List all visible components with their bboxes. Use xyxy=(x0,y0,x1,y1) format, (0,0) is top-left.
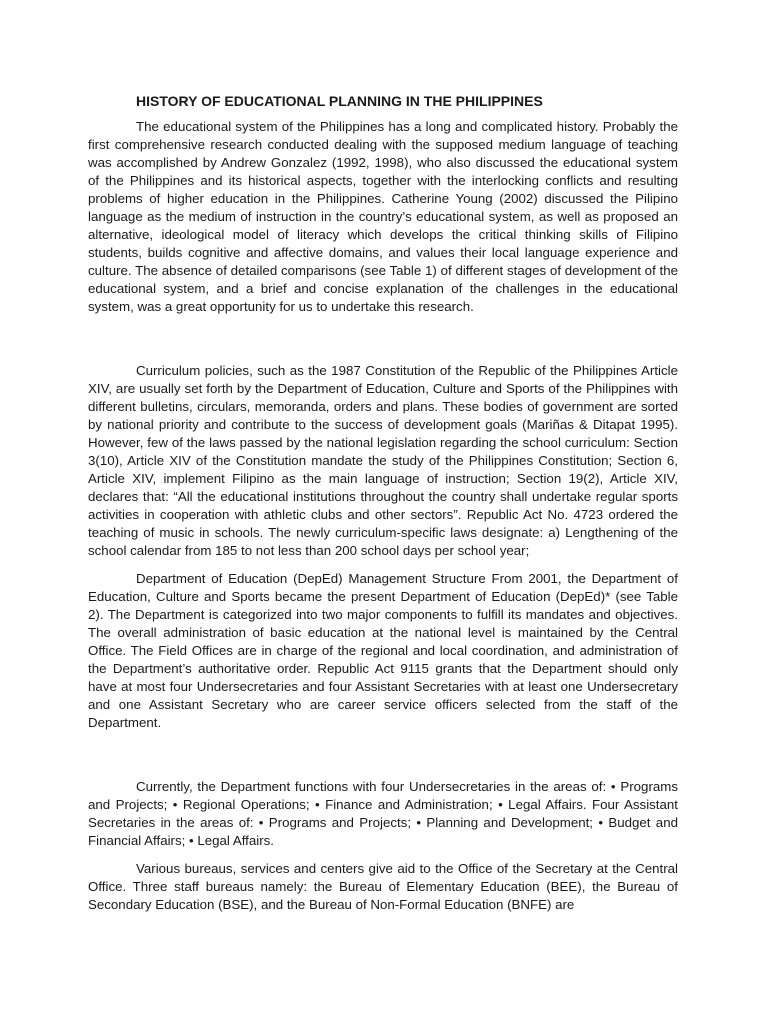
paragraph-curriculum-policies: Curriculum policies, such as the 1987 Constitution of the Republic of the Philippines Article XIV, are usually set forth by the Department of Education, Culture and Sports of the Philippines with different bulletins, circulars, memoranda, orders and plans. These bodies of government are sorted by national priority and contribute to the success of development goals (Mariñas & Ditapat 1995). However, few of the laws passed by the national legislation regarding the school curriculum: Section 3(10), Article XIV of the Constitution mandate the study of the Philippines Constitution; Section 6, Article XIV, implement Filipino as the main language of instruction; Section 19(2), Article XIV, declares that: “All the educational institutions throughout the country shall undertake regular sports activities in cooperation with athletic clubs and other sectors”. Republic Act No. 4723 ordered the teaching of music in schools. The newly curriculum-specific laws designate: a) Lengthening of the school calendar from 185 to not less than 200 school days per school year; xyxy=(88,363,678,558)
paragraph-undersecretaries: Currently, the Department functions with four Undersecretaries in the areas of: • Programs and Projects; • Regional Operations; • Finance and Administration; • Legal Affairs. Four Assistant Secretaries in the areas of: • Programs and Projects; • Planning and Development; • Budget and Financial Affairs; • Legal Affairs. xyxy=(88,779,678,848)
paragraph-history-overview: The educational system of the Philippines has a long and complicated history. Probably the first comprehensive research conducted dealing with the supposed medium language of teaching was accomplished by Andrew Gonzalez (1992, 1998), who also discussed the educational system of the Philippines and its historical aspects, together with the interlocking conflicts and resulting problems of higher education in the Philippines. Catherine Young (2002) discussed the Pilipino language as the medium of instruction in the country’s educational system, as well as proposed an alternative, ideological model of literacy which develops the critical thinking skills of Filipino students, builds cognitive and affective domains, and values their local language experience and culture. The absence of detailed comparisons (see Table 1) of different stages of development of the educational system, and a brief and concise explanation of the challenges in the educational system, was a great opportunity for us to undertake this research. xyxy=(88,119,678,314)
paragraph-bureaus: Various bureaus, services and centers give aid to the Office of the Secretary at the Central Office. Three staff bureaus namely: the Bureau of Elementary Education (BEE), the Bureau of Secondary Education (BSE), and the Bureau of Non-Formal Education (BNFE) are xyxy=(88,861,678,912)
document-title: HISTORY OF EDUCATIONAL PLANNING IN THE PHILIPPINES xyxy=(136,93,543,109)
paragraph-deped-management-structure: Department of Education (DepEd) Management Structure From 2001, the Department of Education, Culture and Sports became the present Department of Education (DepEd)* (see Table 2). The Department is categorized into two major components to fulfill its mandates and objectives. The overall administration of basic education at the national level is maintained by the Central Office. The Field Offices are in charge of the regional and local coordination, and administration of the Department’s authoritative order. Republic Act 9115 grants that the Department should only have at most four Undersecretaries and four Assistant Secretaries with at least one Undersecretary and one Assistant Secretary who are career service officers selected from the staff of the Department. xyxy=(88,571,678,730)
document-body xyxy=(88,92,678,924)
